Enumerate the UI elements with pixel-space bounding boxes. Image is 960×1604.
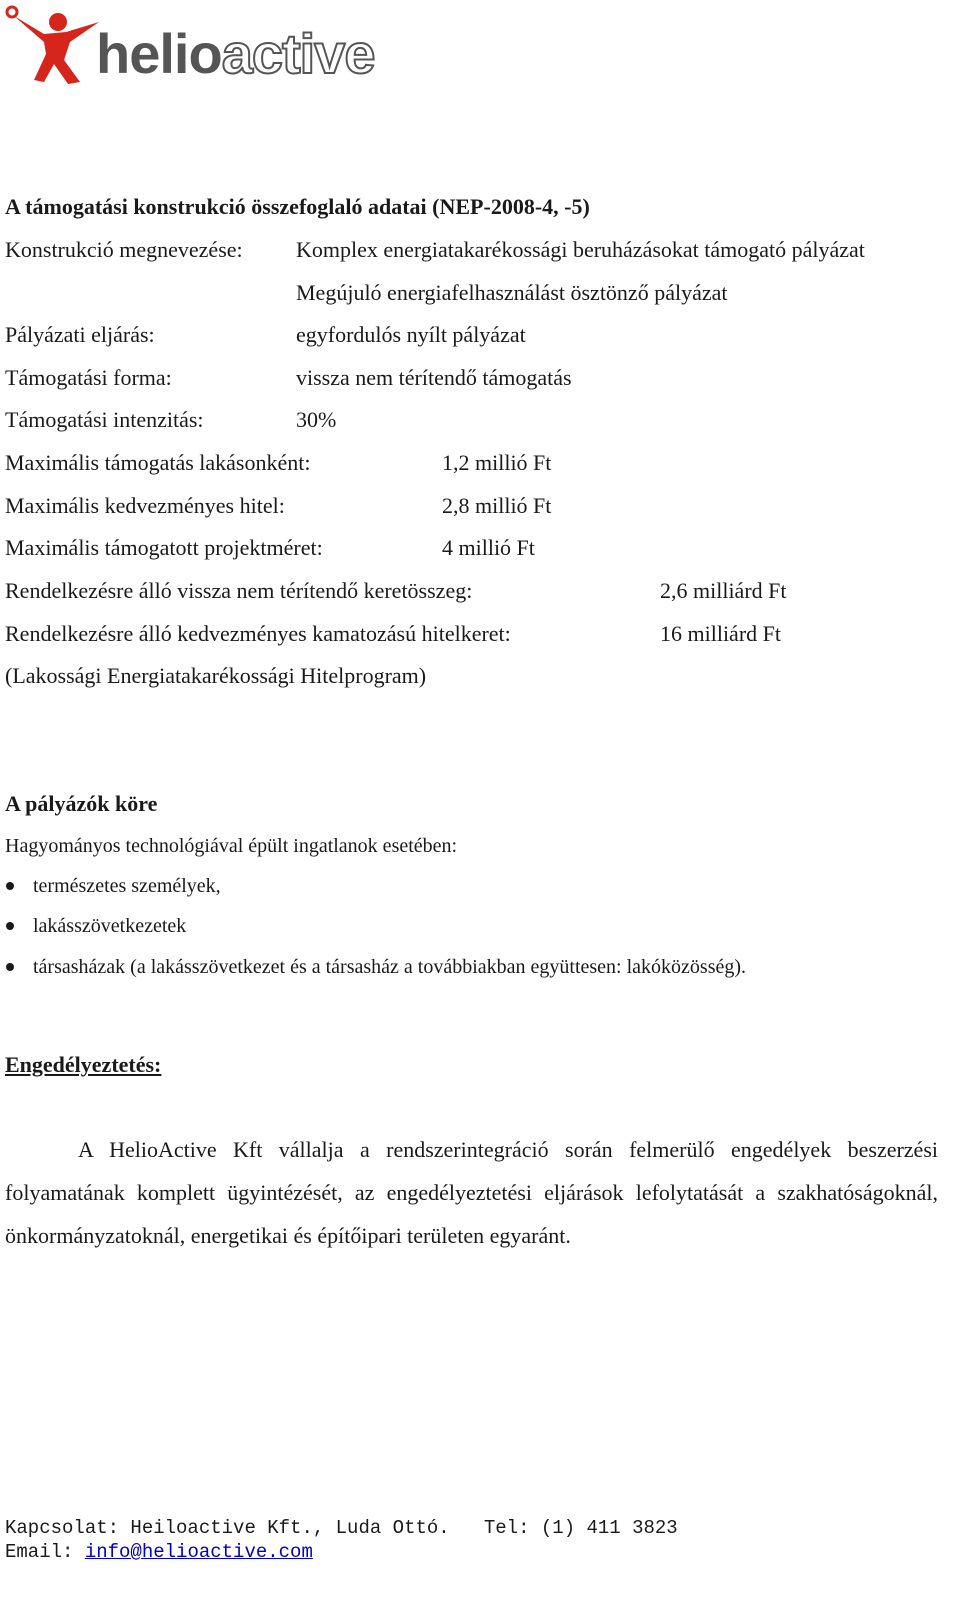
bullet-icon (6, 922, 14, 930)
row-label-procedure: Pályázati eljárás: (5, 322, 155, 347)
row-label-max-project: Maximális támogatott projektméret: (5, 535, 323, 560)
row-value-max-project: 4 millió Ft (442, 535, 535, 560)
bullet-icon (6, 882, 14, 890)
list-item: lakásszövetkezetek (33, 915, 187, 937)
footer-email-line (5, 1540, 313, 1564)
list-item: természetes személyek, (33, 875, 221, 897)
row-label-max-loan: Maximális kedvezményes hitel: (5, 493, 285, 518)
bullet-icon (6, 963, 14, 971)
row-value-form: vissza nem térítendő támogatás (296, 365, 572, 390)
logo-text-helio: helio (96, 22, 222, 85)
company-logo (4, 2, 444, 88)
logo-figure-icon (4, 2, 104, 88)
summary-title: A támogatási konstrukció összefoglaló adatai (NEP-2008-4, -5) (5, 194, 590, 219)
row-label-intensity: Támogatási intenzitás: (5, 407, 204, 432)
row-value-intensity: 30% (296, 407, 337, 432)
row-label-max-support: Maximális támogatás lakásonként: (5, 450, 311, 475)
summary-note: (Lakossági Energiatakarékossági Hitelprogram) (5, 663, 427, 688)
logo-text-active: active (221, 22, 375, 85)
footer-email-link[interactable]: info@helioactive.com (84, 1541, 313, 1563)
row-label-grant-budget: Rendelkezésre álló vissza nem térítendő keretösszeg: (5, 578, 473, 603)
row-value-max-support: 1,2 millió Ft (442, 450, 552, 475)
row-value-construction: Komplex energiatakarékossági beruházásokat támogató pályázat (296, 237, 865, 262)
row-label-loan-budget: Rendelkezésre álló kedvezményes kamatozású hitelkeret: (5, 621, 511, 646)
row-value-procedure: egyfordulós nyílt pályázat (296, 322, 526, 347)
applicants-intro: Hagyományos technológiával épült ingatlanok esetében: (5, 835, 458, 857)
row-value-max-loan: 2,8 millió Ft (442, 493, 552, 518)
list-item: társasházak (a lakásszövetkezet és a társasház a továbbiakban együttesen: lakóközösség). (33, 956, 747, 978)
row-value-grant-budget: 2,6 milliárd Ft (660, 578, 787, 603)
permits-paragraph: A HelioActive Kft vállalja a rendszerintegráció során felmerülő engedélyek beszerzési folyamatának komplett ügyintézését, az engedélyeztetési eljárások lefolytatását a szakhatóságoknál, önkormányzatoknál, energetikai és építőipari területen egyaránt. (5, 1137, 938, 1248)
permits-title: Engedélyeztetés: (5, 1052, 162, 1077)
row-value-loan-budget: 16 milliárd Ft (660, 621, 781, 646)
row-label-construction: Konstrukció megnevezése: (5, 237, 243, 262)
row-label-form: Támogatási forma: (5, 365, 172, 390)
footer-email-label: Email: (5, 1541, 85, 1563)
footer-contact: Kapcsolat: Heiloactive Kft., Luda Ottó. Tel: (1) 411 3823 (5, 1517, 678, 1539)
applicants-title: A pályázók köre (5, 791, 158, 816)
logo-wordmark (96, 24, 374, 84)
row-value-construction-2: Megújuló energiafelhasználást ösztönző pályázat (296, 280, 728, 305)
